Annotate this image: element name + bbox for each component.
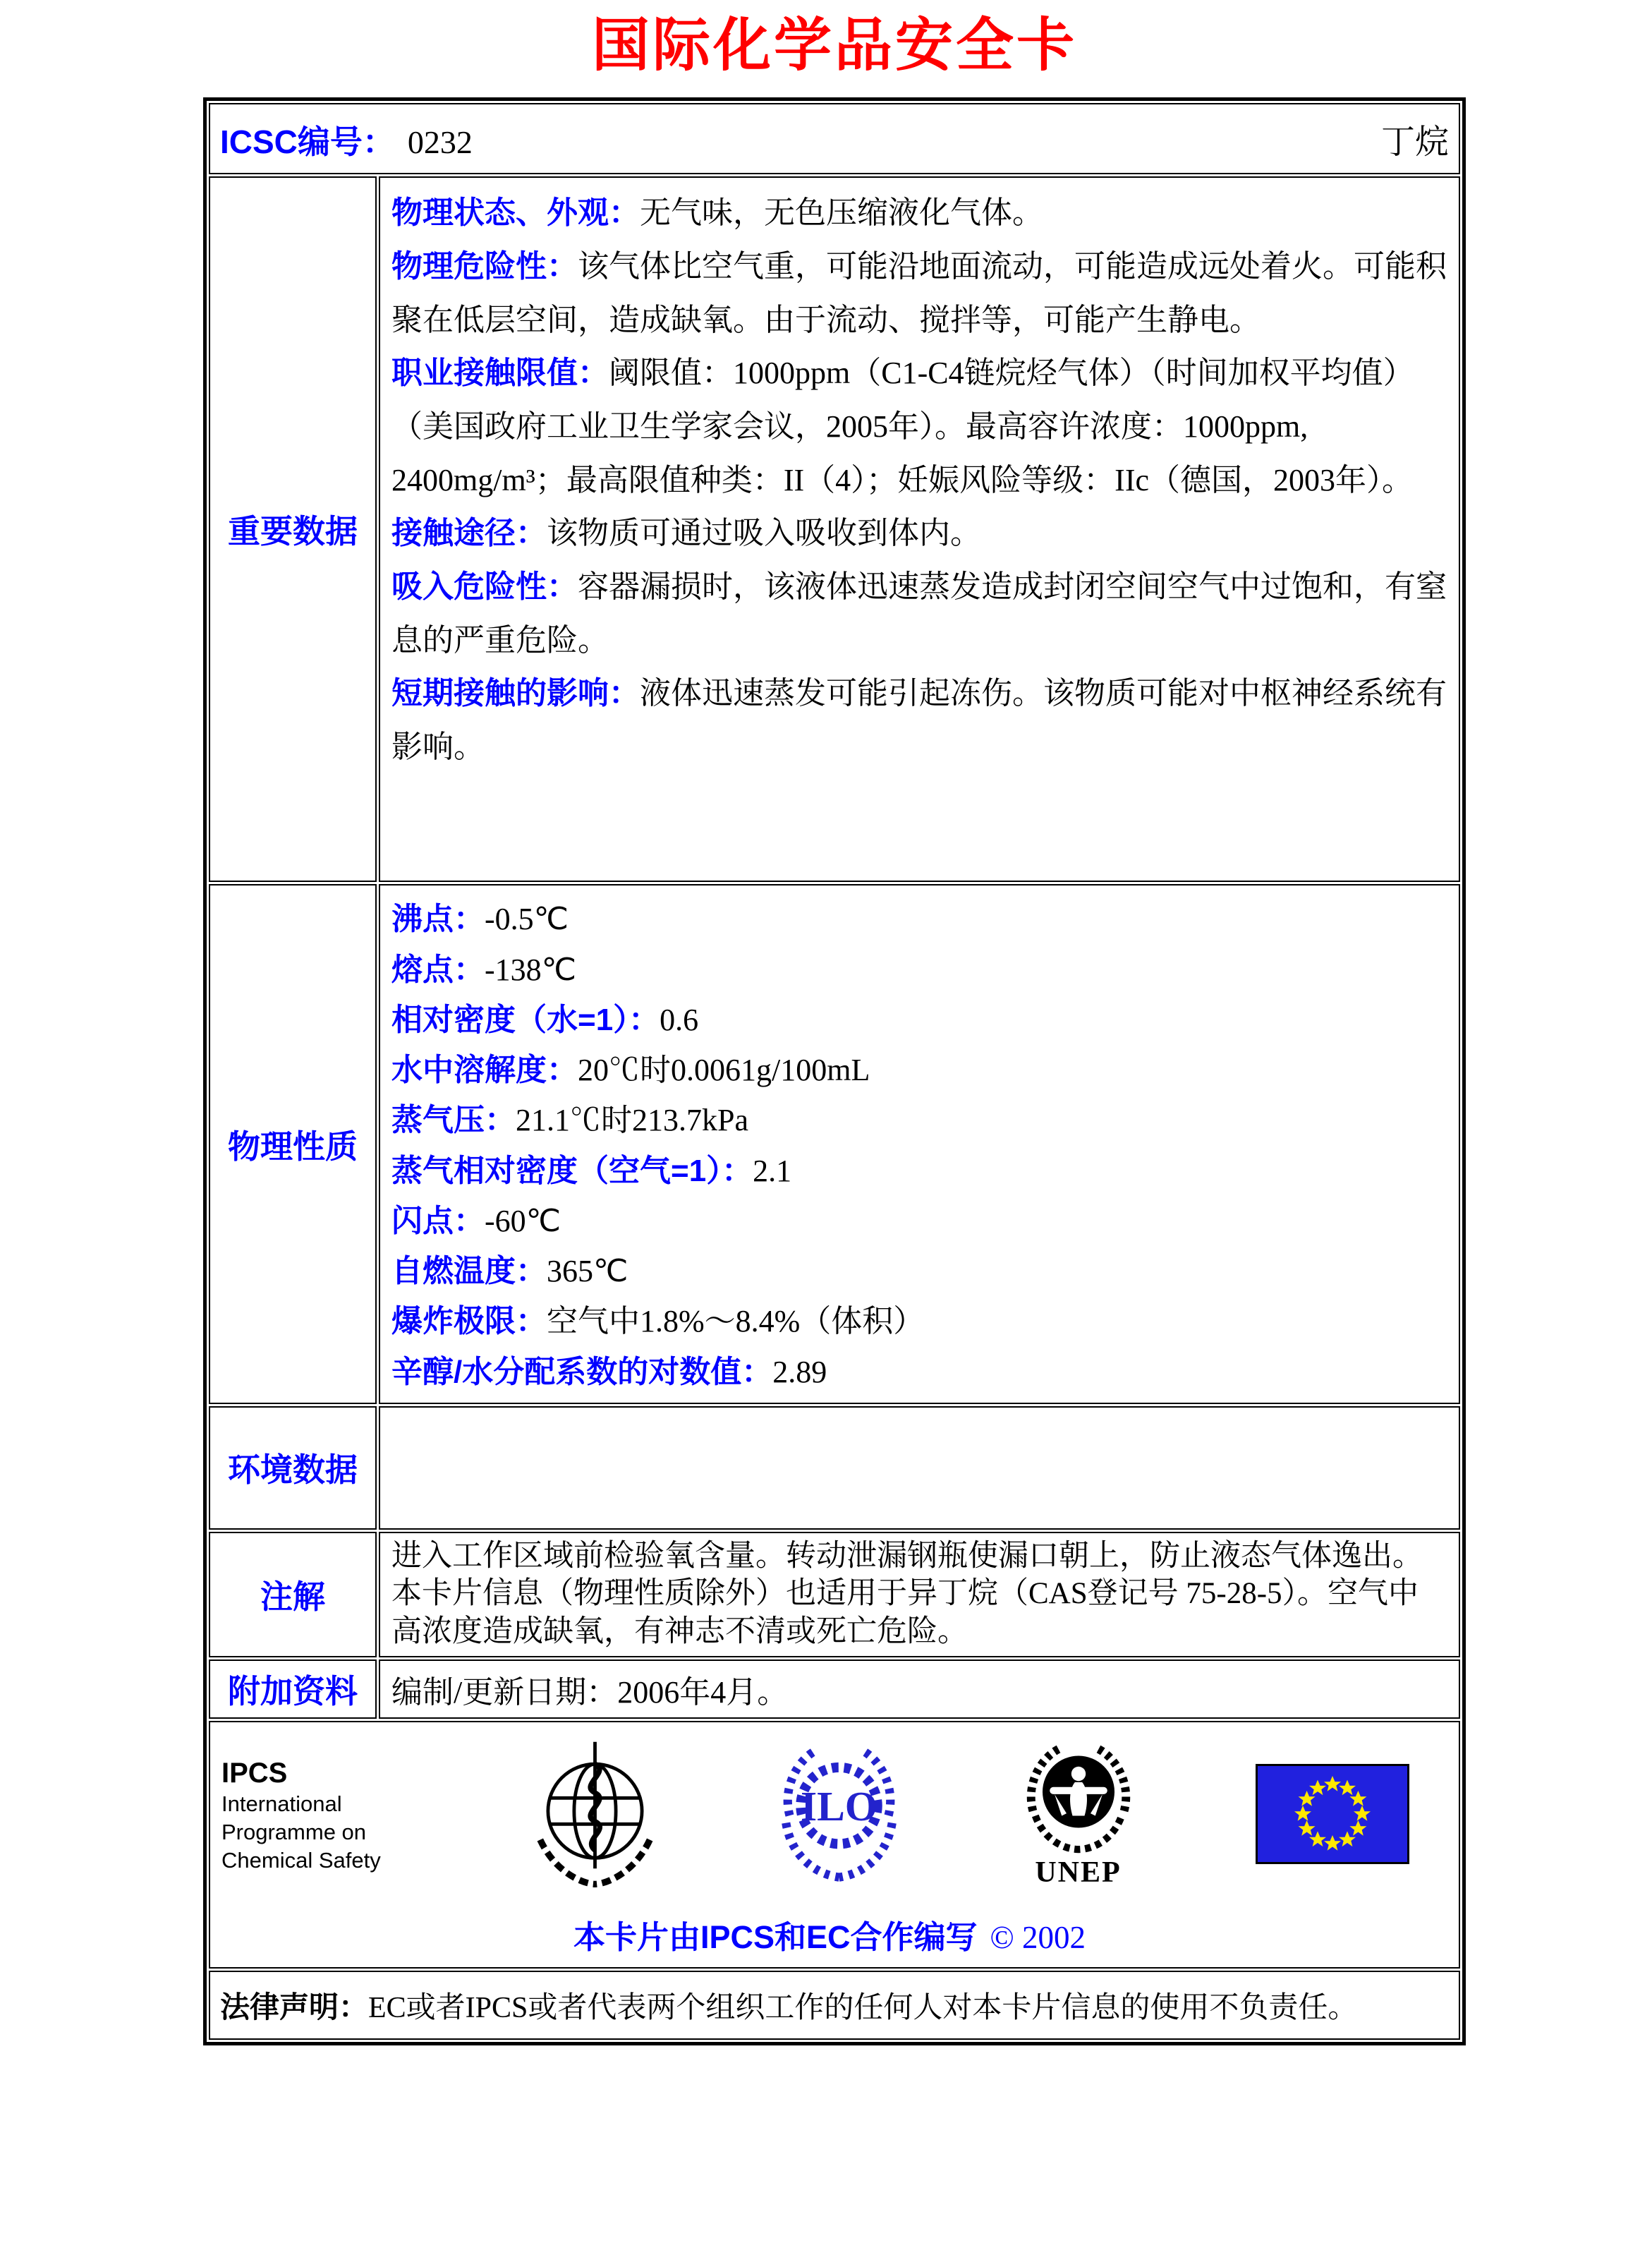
property-line	[391, 1095, 1447, 1145]
field-label: 短期接触的影响：	[391, 676, 640, 711]
logos-cell	[209, 1721, 1460, 1969]
field-label: 物理危险性：	[391, 248, 578, 284]
ipcs-line: International	[221, 1791, 342, 1816]
important-item	[391, 667, 1447, 773]
property-value: -60℃	[485, 1203, 561, 1238]
icsc-number-value: 0232	[407, 124, 473, 161]
field-value: 该物质可通过吸入吸收到体内。	[547, 516, 981, 551]
property-value: 20℃时0.0061g/100mL	[578, 1053, 870, 1088]
physical-properties-row	[209, 884, 1460, 1404]
important-item	[391, 186, 1447, 240]
property-line	[391, 995, 1447, 1045]
field-value: 阈限值：1000ppm（C1-C4链烷烃气体）（时间加权平均值）（美国政府工业卫生学家会议，2005年）。最高容许浓度：1000ppm, 2400mg/m³；最高限值种类：II（4）；妊娠风险等级：IIc（德国，2003年）。	[391, 356, 1414, 497]
field-label: 吸入危险性：	[391, 569, 578, 604]
ipcs-text-block	[221, 1756, 412, 1875]
property-value: -138℃	[485, 952, 577, 987]
property-label: 爆炸极限：	[391, 1304, 547, 1339]
icsc-number-label: ICSC编号：	[220, 123, 395, 161]
property-label: 自燃温度：	[391, 1254, 547, 1289]
physical-properties-content	[379, 884, 1460, 1404]
important-data-row	[209, 176, 1460, 882]
field-value: 液体迅速蒸发可能引起冻伤。该物质可能对中枢神经系统有影响。	[391, 676, 1447, 765]
field-value: 该气体比空气重，可能沿地面流动，可能造成远处着火。可能积聚在低层空间，造成缺氧。由于流动、搅拌等，可能产生静电。	[391, 248, 1447, 337]
notes-content	[379, 1532, 1460, 1657]
property-label: 蒸气相对密度（空气=1）：	[391, 1153, 753, 1188]
property-value: 空气中1.8%～8.4%（体积）	[547, 1304, 925, 1339]
ilo-letters: ILO	[800, 1783, 878, 1830]
property-line	[391, 1196, 1447, 1246]
property-label: 相对密度（水=1）：	[391, 1002, 660, 1037]
additional-info-row	[209, 1659, 1460, 1719]
unep-icon	[1019, 1741, 1138, 1890]
copyright-text: © 2002	[990, 1920, 1086, 1956]
unep-label: UNEP	[1035, 1856, 1122, 1890]
property-line	[391, 945, 1447, 995]
environmental-data-content	[379, 1406, 1460, 1530]
property-value: 2.1	[753, 1153, 792, 1188]
eu-flag-icon	[1256, 1764, 1409, 1868]
legal-row	[209, 1971, 1460, 2040]
ipcs-line: Chemical Safety	[221, 1848, 381, 1873]
ipcs-line: Programme on	[221, 1820, 367, 1845]
field-label: 物理状态、外观：	[391, 195, 640, 231]
property-value: 21.1℃时213.7kPa	[516, 1103, 748, 1138]
icsc-card	[203, 97, 1466, 2045]
notes-text: 进入工作区域前检验氧含量。转动泄漏钢瓶使漏口朝上，防止液态气体逸出。本卡片信息（物理性质除外）也适用于异丁烷（CAS登记号 75-28-5）。空气中高浓度造成缺氧，有神志不清或死亡危险。	[391, 1539, 1423, 1648]
property-value: 0.6	[660, 1002, 699, 1037]
ilo-icon	[777, 1741, 901, 1890]
credit-text: 本卡片由IPCS和EC合作编写	[573, 1919, 978, 1956]
field-label: 职业接触限值：	[391, 356, 609, 391]
section-label-additional-info: 附加资料	[209, 1659, 377, 1719]
important-item	[391, 240, 1447, 346]
property-label: 蒸气压：	[391, 1103, 516, 1138]
important-item	[391, 560, 1447, 667]
field-label: 接触途径：	[391, 516, 547, 551]
who-icon	[530, 1738, 660, 1893]
property-line	[391, 894, 1447, 944]
header-row	[209, 103, 1460, 174]
icsc-document	[203, 13, 1466, 2045]
property-value: 2.89	[772, 1354, 827, 1389]
property-line	[391, 1347, 1447, 1397]
header-cell	[209, 103, 1460, 174]
page-title: 国际化学品安全卡	[591, 13, 1077, 78]
property-line	[391, 1045, 1447, 1095]
credit-line	[221, 1911, 1438, 1957]
section-label-physical-properties: 物理性质	[209, 884, 377, 1404]
important-item	[391, 507, 1447, 560]
important-item	[391, 346, 1447, 507]
environmental-data-row	[209, 1406, 1460, 1530]
property-line	[391, 1146, 1447, 1196]
field-value: 无气味，无色压缩液化气体。	[640, 195, 1043, 231]
important-data-content	[379, 176, 1460, 882]
property-label: 闪点：	[391, 1203, 485, 1238]
section-label-important-data: 重要数据	[209, 176, 377, 882]
section-label-environmental-data: 环境数据	[209, 1406, 377, 1530]
chemical-name: 丁烷	[1380, 123, 1449, 162]
property-line	[391, 1296, 1447, 1346]
legal-cell	[209, 1971, 1460, 2040]
logo-strip	[221, 1738, 1438, 1893]
property-label: 辛醇/水分配系数的对数值：	[391, 1354, 773, 1389]
additional-info-text: 编制/更新日期：2006年4月。	[391, 1675, 789, 1710]
property-label: 沸点：	[391, 902, 485, 937]
property-label: 熔点：	[391, 952, 485, 987]
legal-label: 法律声明：	[220, 1990, 369, 2024]
property-value: -0.5℃	[485, 902, 569, 937]
property-line	[391, 1246, 1447, 1296]
notes-row	[209, 1532, 1460, 1657]
field-value: 容器漏损时，该液体迅速蒸发造成封闭空间空气中过饱和，有窒息的严重危险。	[391, 569, 1447, 658]
logos-row	[209, 1721, 1460, 1969]
section-label-notes: 注解	[209, 1532, 377, 1657]
additional-info-content	[379, 1659, 1460, 1719]
property-label: 水中溶解度：	[391, 1053, 578, 1088]
ipcs-title: IPCS	[221, 1757, 288, 1789]
legal-text: EC或者IPCS或者代表两个组织工作的任何人对本卡片信息的使用不负责任。	[368, 1992, 1358, 2025]
property-value: 365℃	[547, 1254, 628, 1289]
